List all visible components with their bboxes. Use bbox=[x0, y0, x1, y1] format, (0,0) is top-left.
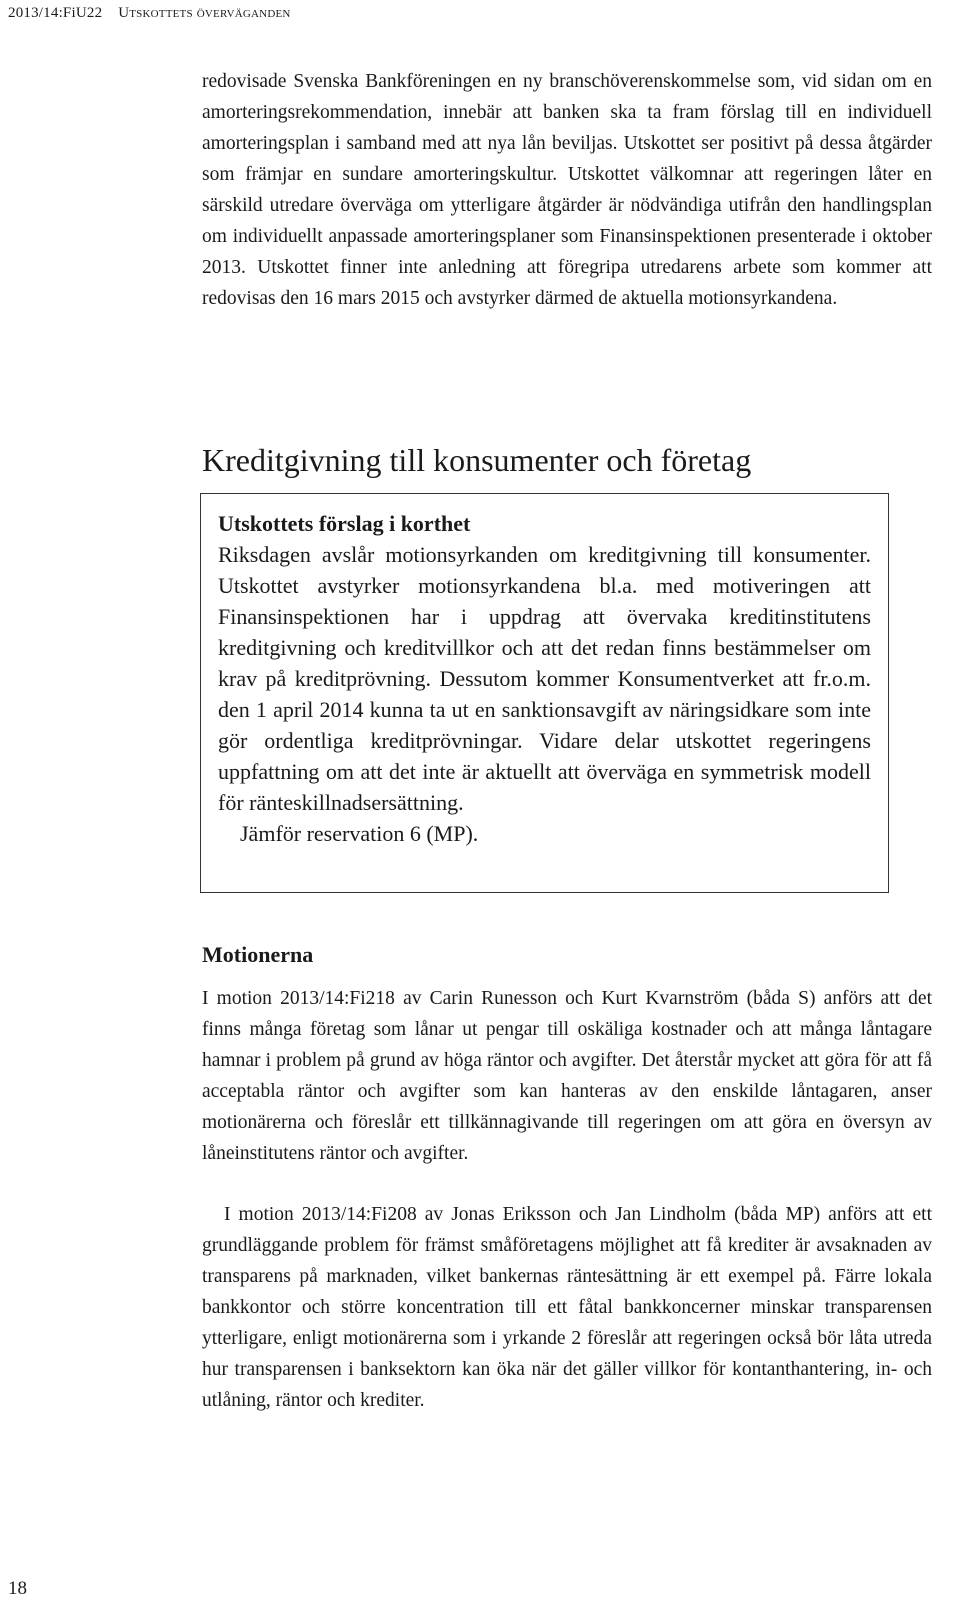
page-number: 18 bbox=[8, 1578, 27, 1599]
running-head bbox=[8, 5, 291, 22]
summary-text: Riksdagen avslår motionsyrkanden om kreditgivning till konsumenter. Utskottet avstyrker motionsyrkandena bl.a. med motiveringen att Finansinspektionen har i uppdrag att övervaka kreditinstitutens kreditgivning och kreditvillkor och att det redan finns bestämmelser om krav på kreditprövning. Dessutom kommer Konsumentverket att fr.o.m. den 1 april 2014 kunna ta ut en sanktionsavgift av näringsidkare som inte gör ordentliga kreditprövningar. Vidare delar utskottet regeringens uppfattning om att det inte är aktuellt att överväga en symmetrisk modell för ränteskillnadsersättning. bbox=[218, 542, 871, 815]
subsection-heading: Motionerna bbox=[202, 942, 314, 967]
section-title: Kreditgivning till konsumenter och företag bbox=[202, 442, 752, 478]
document-id: 2013/14:FiU22 bbox=[8, 5, 103, 21]
summary-heading: Utskottets förslag i korthet bbox=[218, 511, 471, 536]
reservation-reference: Jämför reservation 6 (MP). bbox=[240, 821, 479, 846]
motion-paragraph-1: I motion 2013/14:Fi218 av Carin Runesson och Kurt Kvarnström (båda S) anförs att det finns många företag som lånar ut pengar till oskäliga kostnader och att många låntagare hamnar i problem på grund av höga räntor och avgifter. Det återstår mycket att göra för att få acceptabla räntor och avgifter som kan hanteras av den enskilde låntagaren, anser motionärerna och föreslår ett tillkännagivande till regeringen om att göra en översyn av låneinstitutens räntor och avgifter. bbox=[202, 988, 932, 1164]
intro-section bbox=[202, 66, 932, 314]
motion-section-2 bbox=[202, 1199, 932, 1416]
motion-paragraph-2: I motion 2013/14:Fi208 av Jonas Eriksson och Jan Lindholm (båda MP) anförs att ett grundläggande problem för främst småföretagens möjlighet att få krediter är avsaknaden av transparens på marknaden, vilket bankernas räntesättning är ett exempel på. Färre lokala bankkontor och större koncentration till ett fåtal bankkoncerner minskar transparensen ytterligare, enligt motionärerna som i yrkande 2 föreslår att regeringen också bör låta utreda hur transparensen i banksektorn kan öka när det gäller villkor för kontanthantering, in- och utlåning, räntor och krediter. bbox=[202, 1204, 932, 1411]
running-section-title: Utskottets överväganden bbox=[118, 5, 291, 21]
motion-section-1 bbox=[202, 983, 932, 1169]
summary-box bbox=[200, 493, 889, 893]
intro-paragraph: redovisade Svenska Bankföreningen en ny branschöverenskommelse som, vid sidan om en amorteringsrekommendation, innebär att banken ska ta fram förslag till en individuell amorteringsplan i samband med att nya lån beviljas. Utskottet ser positivt på dessa åtgärder som främjar en sundare amorteringskultur. Utskottet välkomnar att regeringen låter en särskild utredare överväga om ytterligare åtgärder är nödvändiga utifrån den handlingsplan om individuellt anpassade amorteringsplaner som Finansinspektionen presenterade i oktober 2013. Utskottet finner inte anledning att föregripa utredarens arbete som kommer att redovisas den 16 mars 2015 och avstyrker därmed de aktuella motionsyrkandena. bbox=[202, 71, 932, 309]
